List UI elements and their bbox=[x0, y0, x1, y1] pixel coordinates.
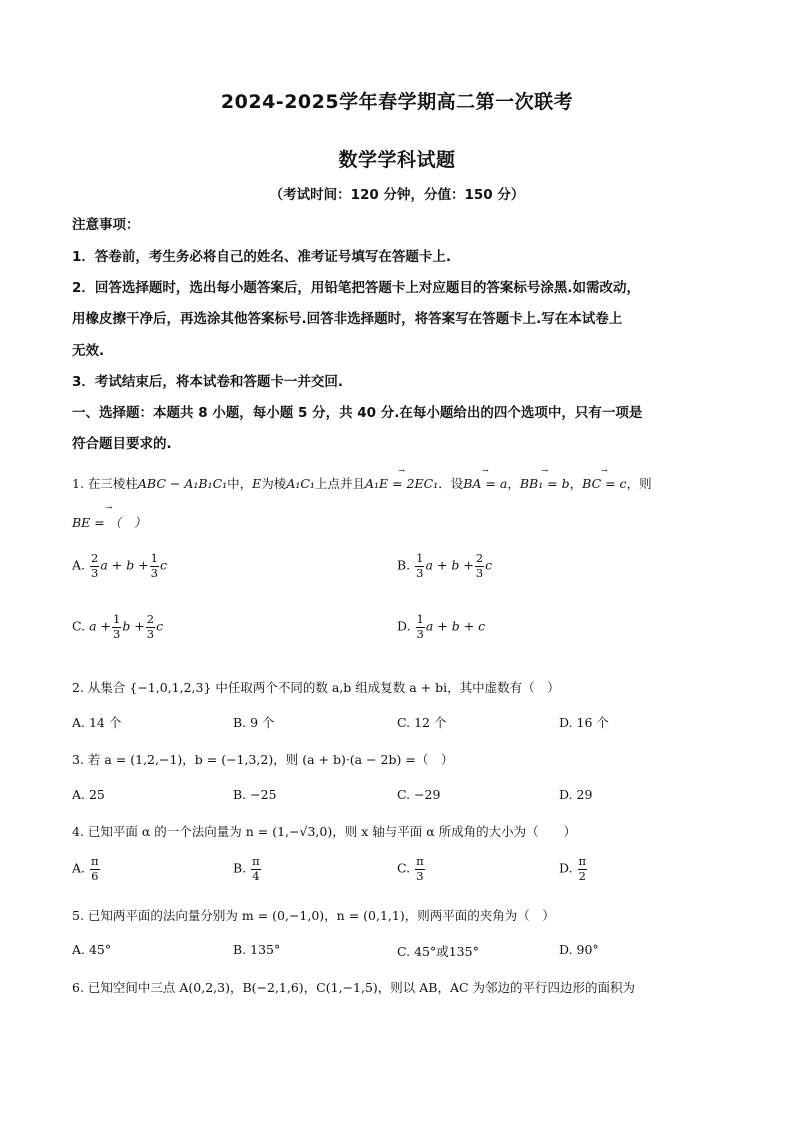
notes-item-1: 1．答卷前，考生务必将自己的姓名、准考证号填写在答题卡上. bbox=[72, 249, 452, 265]
question-1-stem bbox=[72, 466, 652, 492]
q1-prism: ABC − A₁B₁C₁ bbox=[137, 476, 228, 491]
q1-edge: A₁C₁ bbox=[286, 476, 315, 491]
q1-sep-2: ， bbox=[569, 476, 583, 491]
exam-subtitle: 数学学科试题 bbox=[338, 149, 456, 171]
q1-text-4: 上点并且 bbox=[314, 476, 365, 491]
q3-option-c[interactable]: C. −29 bbox=[397, 787, 441, 802]
q1-vector-bc: → BC = c bbox=[582, 466, 627, 491]
q1-text-5: ．设 bbox=[438, 476, 464, 491]
q5-option-a[interactable]: A. 45° bbox=[72, 942, 112, 957]
q1-sep-1: ， bbox=[507, 476, 520, 491]
q5-option-b[interactable]: B. 135° bbox=[233, 942, 281, 957]
q2-option-a[interactable]: A. 14 个 bbox=[72, 715, 122, 730]
q3-option-a[interactable]: A. 25 bbox=[72, 787, 105, 802]
question-3-stem: 3. 若 a = (1,2,−1)，b = (−1,3,2)，则 (a + b)·(a − 2b) =（ ） bbox=[72, 752, 454, 767]
q1-vector-be: → BE = （ ） bbox=[72, 503, 147, 530]
notes-item-2-line-3: 无效. bbox=[72, 343, 105, 359]
q1-point-e: E bbox=[252, 476, 262, 491]
q3-option-d[interactable]: D. 29 bbox=[559, 787, 593, 802]
q3-option-b[interactable]: B. −25 bbox=[233, 787, 277, 802]
question-5-stem: 5. 已知两平面的法向量分别为 m = (0,−1,0)，n = (0,1,1)，则两平面的夹角为（ ） bbox=[72, 908, 555, 923]
q1-option-d[interactable]: D. $\frac{1}{3}$ a + b + c bbox=[397, 612, 486, 641]
section-1-line-1: 一、选择题：本题共 8 小题，每小题 5 分，共 40 分.在每小题给出的四个选项中，只有一项是 bbox=[72, 405, 643, 421]
q1-text-3: 为棱 bbox=[261, 476, 287, 491]
notes-item-2-line-2: 用橡皮擦干净后，再选涂其他答案标号.回答非选择题时，将答案写在答题卡上.写在本试卷上 bbox=[72, 311, 623, 327]
notes-item-2-line-1: 2．回答选择题时，选出每小题答案后，用铅笔把答题卡上对应题目的答案标号涂黑.如需改动， bbox=[72, 280, 641, 296]
question-6-stem: 6. 已知空间中三点 A(0,2,3)，B(−2,1,6)，C(1,−1,5)，则以 AB，AC 为邻边的平行四边形的面积为 bbox=[72, 980, 636, 995]
exam-info: （考试时间：120 分钟，分值：150 分） bbox=[269, 187, 525, 203]
q5-option-d[interactable]: D. 90° bbox=[559, 942, 599, 957]
q1-option-c[interactable]: C. a + $\frac{1}{3}$ b + $\frac{2}{3}$ c bbox=[72, 612, 164, 641]
section-1-line-2: 符合题目要求的. bbox=[72, 436, 172, 452]
q1-option-a[interactable]: A. $\frac{2}{3}$ a + b + $\frac{1}{3}$ c bbox=[72, 551, 167, 580]
q2-option-d[interactable]: D. 16 个 bbox=[559, 715, 609, 730]
q4-option-c[interactable]: C. $\frac{\pi}{3}$ bbox=[397, 854, 424, 883]
q4-option-b[interactable]: B. $\frac{\pi}{4}$ bbox=[233, 854, 260, 883]
exam-title: 2024-2025学年春学期高二第一次联考 bbox=[220, 91, 574, 113]
q1-text-6: ，则 bbox=[626, 476, 652, 491]
q4-option-a[interactable]: A. $\frac{\pi}{6}$ bbox=[72, 854, 99, 883]
q1-vector-bb1: → BB₁ = b bbox=[519, 466, 570, 491]
q1-text-2: 中， bbox=[227, 476, 253, 491]
notes-item-3: 3．考试结束后，将本试卷和答题卡一并交回. bbox=[72, 374, 344, 390]
question-4-stem: 4. 已知平面 α 的一个法向量为 n = (1,−√3,0)，则 x 轴与平面 α 所成角的大小为（ ） bbox=[72, 824, 577, 839]
question-2-stem: 2. 从集合 {−1,0,1,2,3} 中任取两个不同的数 a,b 组成复数 a + bi，其中虚数有（ ） bbox=[72, 680, 560, 695]
q1-text-1: 1. 在三棱柱 bbox=[72, 476, 138, 491]
q1-condition: → A₁E = 2EC₁ bbox=[364, 466, 439, 491]
q2-option-b[interactable]: B. 9 个 bbox=[233, 715, 275, 730]
q4-option-d[interactable]: D. $\frac{\pi}{2}$ bbox=[559, 854, 587, 883]
notes-heading: 注意事项： bbox=[72, 217, 140, 233]
q1-vector-ba: → BA = a bbox=[463, 466, 508, 491]
q2-option-c[interactable]: C. 12 个 bbox=[397, 715, 447, 730]
question-1-ask bbox=[72, 503, 147, 531]
q5-option-c[interactable]: C. 45°或135° bbox=[397, 944, 479, 959]
q1-option-b[interactable]: B. $\frac{1}{3}$ a + b + $\frac{2}{3}$ c bbox=[397, 551, 493, 580]
